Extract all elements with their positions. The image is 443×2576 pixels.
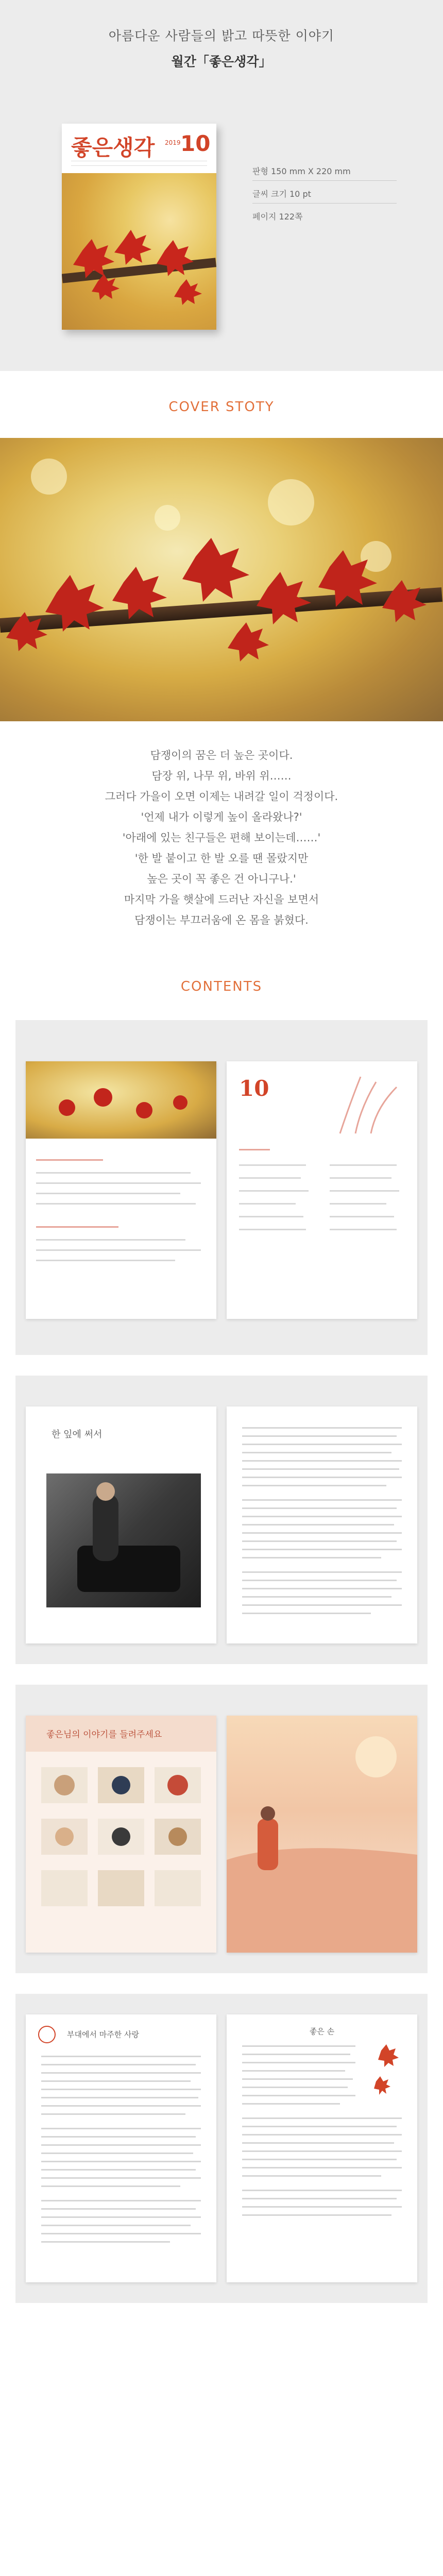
article-photo [46, 1473, 201, 1607]
toc-text-line [36, 1193, 180, 1194]
toc-text-line [36, 1182, 201, 1184]
toc-entry [330, 1203, 386, 1205]
tagline: 아름다운 사람들의 밝고 따뜻한 이야기 [108, 28, 335, 43]
text-left-title: 부대에서 마주한 사랑 [67, 2030, 139, 2039]
toc-photo [26, 1061, 216, 1139]
toc-entry [239, 1203, 296, 1205]
poem-line: 담장 위, 나무 위, 바위 위…… [151, 770, 292, 782]
toc-text-line [36, 1260, 175, 1261]
toc-text-line [36, 1203, 196, 1205]
toc-accent-line [36, 1226, 118, 1228]
article-left-page [26, 1406, 216, 1643]
poem-line: 높은 곳이 꼭 좋은 건 아니구나.' [147, 873, 296, 885]
toc-right-page [227, 1061, 417, 1319]
poem-line: 그러다 가을이 오면 이제는 내려갈 일이 걱정이다. [105, 790, 338, 803]
cover-title: 좋은생각 [71, 135, 155, 160]
cover-rule [71, 161, 207, 166]
text-article-spread [15, 1994, 428, 2303]
magazine-title: 월간「좋은생각」 [171, 54, 272, 69]
toc-entry [239, 1164, 306, 1166]
article-photo-scene [46, 1473, 201, 1607]
gift-items-grid [26, 1757, 216, 1953]
toc-entry [330, 1190, 399, 1192]
poem-line: '아래에 있는 친구들은 편해 보이는데……' [122, 832, 321, 844]
toc-entry [239, 1216, 303, 1217]
poem-line: '한 발 붙이고 한 발 오를 땐 몰랐지만 [134, 852, 309, 865]
toc-text-line [36, 1239, 185, 1241]
red-ivy-leaves [0, 438, 443, 721]
text-left-page [26, 2014, 216, 2282]
toc-entry [239, 1190, 309, 1192]
text-left-body [26, 2050, 216, 2282]
article-text-block [227, 1406, 417, 1643]
text-right-body [227, 2040, 417, 2282]
magazine-cover [62, 124, 216, 330]
intro-section [0, 0, 443, 371]
cover-story-photo [0, 438, 443, 721]
toc-left-page [26, 1061, 216, 1319]
text-right-title: 좋은 손 [309, 2027, 335, 2036]
banner-left-page [26, 1716, 216, 1953]
poem-line: 마지막 가을 햇살에 드러난 자신을 보면서 [124, 893, 319, 906]
text-right-page [227, 2014, 417, 2282]
cover-issue-month: 10 [180, 131, 211, 156]
toc-spread [15, 1020, 428, 1355]
poem-line: 담쟁이는 부끄러움에 온 몸을 붉혔다. [134, 914, 309, 926]
spec-divider [252, 180, 397, 181]
toc-entry [239, 1229, 306, 1230]
banner-right-page [227, 1716, 417, 1953]
toc-text-line [36, 1249, 201, 1251]
toc-text-line [36, 1172, 191, 1174]
toc-issue-number: 10 [239, 1076, 269, 1101]
reader-story-spread [15, 1685, 428, 1973]
toc-leaves [26, 1061, 216, 1139]
banner-title: 좋은님의 이야기를 들려주세요 [46, 1730, 162, 1740]
toc-entry [330, 1216, 394, 1217]
cover-story-heading: COVER STOTY [168, 399, 275, 415]
chapter-badge [38, 2026, 56, 2043]
poem-line: 담쟁이의 꿈은 더 높은 곳이다. [150, 749, 293, 761]
article-right-page [227, 1406, 417, 1643]
spec-size: 판형 150 mm X 220 mm [252, 166, 351, 176]
article-title: 한 잎에 써서 [52, 1429, 103, 1440]
toc-entry [330, 1164, 397, 1166]
toc-reed-illustration [330, 1072, 412, 1139]
cover-image [62, 173, 216, 330]
spec-divider [252, 203, 397, 204]
toc-entry [330, 1177, 391, 1179]
article-spread [15, 1376, 428, 1664]
toc-entry [330, 1229, 397, 1230]
spec-pages: 페이지 122쪽 [252, 212, 303, 222]
poem-line: '언제 내가 이렇게 높이 올라왔나?' [141, 811, 302, 823]
banner-illustration [227, 1716, 417, 1953]
toc-entry [239, 1177, 301, 1179]
cover-leaves-illustration [62, 173, 216, 330]
spec-font: 글씨 크기 10 pt [252, 189, 311, 199]
toc-accent-line [36, 1159, 103, 1161]
cover-issue-year: 2019 [165, 139, 181, 146]
contents-heading: CONTENTS [180, 979, 263, 994]
toc-accent-line [239, 1149, 270, 1150]
